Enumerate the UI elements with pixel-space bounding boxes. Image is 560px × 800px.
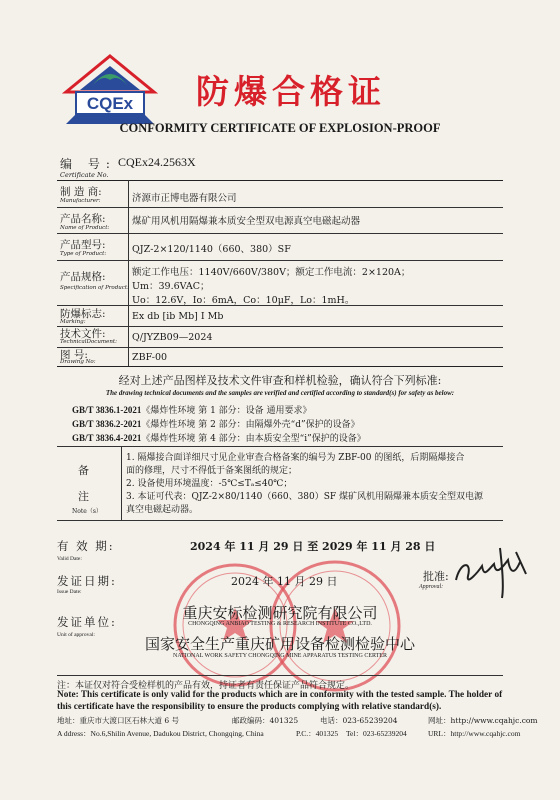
footer-web-cn: 网址：http://www.cqahjc.com	[428, 716, 538, 725]
standard-title: 《爆炸性环境 第 1 部分：设备 通用要求》	[141, 406, 312, 416]
org2-cn: 国家安全生产重庆矿用设备检测检验中心	[144, 635, 415, 653]
field-technical-document	[57, 327, 503, 347]
spec-line-1: 额定工作电压：1140V/660V/380V；额定工作电流：2×120A；	[132, 267, 411, 278]
issue-label-cn: 发证日期:	[57, 574, 117, 588]
note-line-4: 3. 本证可代表：QJZ-2×80/1140（660、380）SF 煤矿风机用隔爆兼本质安全型双电源	[126, 492, 484, 502]
notes-divider	[121, 446, 122, 520]
field-specification	[57, 261, 503, 305]
field-label-en: TechnicalDocument:	[60, 339, 117, 345]
standard-2	[72, 417, 360, 430]
footer-address-cn: 地址：重庆市大渡口区石林大道 6 号	[57, 716, 180, 725]
field-value: 济源市正博电器有限公司	[132, 193, 237, 204]
approval-label-cn: 批准:	[423, 570, 449, 583]
compliance-statement-en: The drawing technical documents and the samples are verified and certified according to standard(s) for safety as below:	[105, 389, 455, 397]
valid-label-en: Valid Date:	[57, 556, 82, 562]
issue-date-value: 2024 年 11 月 29 日	[231, 575, 338, 588]
field-label-en: Manufacturer:	[60, 198, 101, 204]
approval-label-en: Approval:	[419, 584, 444, 590]
field-label: 制 造 商:	[60, 186, 102, 198]
compliance-statement-cn: 经对上述产品图样及技术文件审查和样机检验，确认符合下列标准:	[118, 374, 442, 387]
footer-tel-cn: 电话：023-65239204	[320, 716, 398, 725]
cert-label-cn: 编 号:	[60, 157, 116, 171]
spec-line-2: Um：39.6VAC；	[132, 281, 210, 292]
title-cn: 防爆合格证	[196, 72, 386, 111]
title-en: CONFORMITY CERTIFICATE OF EXPLOSION-PROOF	[119, 121, 441, 135]
field-label-en: Marking:	[60, 319, 86, 325]
field-product-name	[57, 208, 503, 233]
footer-note-en-2: this certificate have the responsibility to ensure the products complying with relative standard(s).	[57, 702, 442, 712]
standard-3	[72, 431, 366, 444]
standard-1	[72, 403, 312, 416]
footer-postcode-en: P.C.：401325	[296, 729, 339, 738]
notes-label-en: Note（s）	[72, 508, 102, 515]
standard-code: GB/T 3836.1-2021	[72, 405, 142, 415]
footer-note-en-1: Note: This certificate is only valid for the products which are in conformity with the tested sample. The holder of	[57, 690, 503, 700]
certificate-number	[60, 155, 196, 179]
field-label: 产品名称:	[60, 213, 106, 225]
footer-postcode-cn: 邮政编码：401325	[232, 716, 299, 725]
logo-text: CQEx	[86, 94, 134, 113]
standard-code: GB/T 3836.2-2021	[72, 419, 142, 429]
field-label: 图 号:	[60, 349, 88, 361]
field-value: QJZ-2×120/1140（660、380）SF	[132, 244, 291, 255]
unit-label-cn: 发证单位:	[57, 615, 117, 629]
field-value: Q/JYZB09—2024	[132, 332, 213, 343]
footer-note-cn: 注：本证仅对符合受检样机的产品有效，持证者有责任保证产品符合规定。	[57, 681, 355, 691]
field-manufacturer	[57, 181, 503, 207]
note-line-5: 真空电磁起动器。	[126, 505, 199, 515]
cqex-logo	[62, 52, 158, 124]
field-label-en: Name of Product:	[60, 225, 110, 231]
field-label: 防爆标志:	[60, 308, 106, 320]
notes-top-rule	[57, 446, 503, 447]
field-label: 产品型号:	[60, 239, 106, 251]
field-drawing-no	[57, 348, 503, 366]
standard-title: 《爆炸性环境 第 2 部分：由隔爆外壳“d”保护的设备》	[141, 420, 360, 430]
standard-code: GB/T 3836.4-2021	[72, 433, 142, 443]
field-value: Ex db [ib Mb] I Mb	[132, 311, 224, 322]
notes-bottom-rule	[57, 520, 503, 521]
note-line-2: 面的修理，尺寸不得低于备案图纸的规定；	[126, 466, 298, 476]
cert-value: CQEx24.2563X	[118, 155, 196, 169]
footer-address-en: A ddress：No.6,Shilin Avenue, Dadukou District, Chongqing, China	[57, 729, 264, 738]
standard-title: 《爆炸性环境 第 4 部分：由本质安全型“i”保护的设备》	[141, 434, 366, 444]
footer-web-en: URL：http://www.cqahjc.com	[428, 729, 521, 738]
field-value: ZBF-00	[132, 352, 168, 363]
notes-label-1: 备	[78, 464, 89, 477]
footer-rule	[57, 675, 503, 676]
field-label-en: Type of Product:	[60, 251, 107, 257]
spec-line-3: Uo：12.6V，Io：6mA，Co：10μF，Lo：1mH。	[132, 295, 355, 306]
valid-label-cn: 有 效 期:	[57, 539, 115, 553]
cert-label-en: Certificate No.	[60, 171, 109, 179]
field-label: 技术文件:	[60, 328, 106, 340]
field-product-type	[57, 234, 503, 260]
org1-en: CHONGQING ANBIAO TESTING & RESEARCH INSTITUTE CO.,LTD.	[188, 621, 372, 627]
org1-cn: 重庆安标检测研究院有限公司	[182, 604, 378, 622]
note-line-3: 2. 设备使用环境温度：-5℃≤Tₐ≤40℃；	[126, 479, 293, 489]
approval-signature	[448, 542, 533, 602]
footer-tel-en: Tel：023-65239204	[346, 729, 407, 738]
note-line-1: 1. 隔爆接合面详细尺寸见企业审查合格备案的编号为 ZBF-00 的图纸，后期隔爆接合	[126, 453, 465, 463]
org2-en: NATIONAL WORK SAFETY CHONGQING MINE APPARATUS TESTING CERTER	[173, 653, 387, 659]
field-value: 煤矿用风机用隔爆兼本质安全型双电源真空电磁起动器	[132, 216, 361, 227]
field-label: 产品规格:	[60, 271, 106, 283]
field-label-en: Drawing No:	[60, 359, 96, 365]
field-marking	[57, 306, 503, 326]
issue-label-en: Issue Date:	[57, 589, 82, 595]
field-label-en: Specification of Product:	[60, 285, 129, 291]
notes-label-2: 注	[78, 490, 89, 503]
valid-date-value: 2024 年 11 月 29 日 至 2029 年 11 月 28 日	[190, 540, 436, 553]
table-bottom-rule	[57, 366, 503, 367]
unit-label-en: Unit of approval:	[57, 632, 95, 638]
